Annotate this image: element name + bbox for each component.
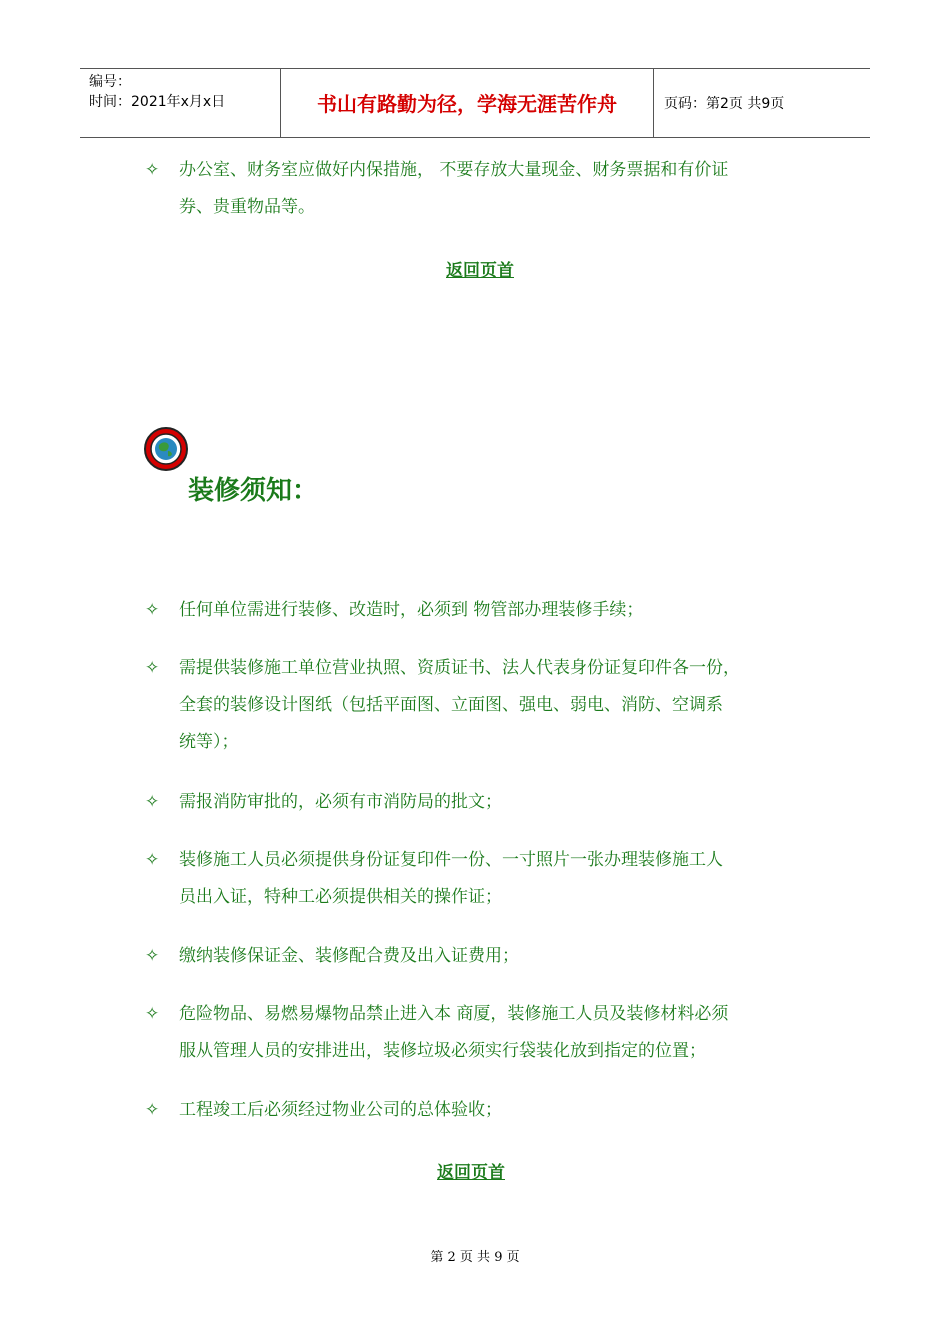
- time-label: 时间：2021年x月x日: [89, 94, 226, 110]
- list-item: [145, 842, 815, 916]
- bullet-icon: ✧: [145, 850, 160, 870]
- list-item-line: 需报消防审批的，必须有市消防局的批文；: [179, 792, 502, 812]
- bullet-icon: ✧: [145, 792, 160, 812]
- list-item: [145, 592, 815, 629]
- bullet-icon: ✧: [145, 1004, 160, 1024]
- header-page-info: 页码：第2页 共9页: [664, 96, 785, 112]
- document-header: [80, 68, 870, 138]
- header-meta-cell: [80, 69, 281, 137]
- intro-list-item: [145, 152, 815, 226]
- list-item-line: 缴纳装修保证金、装修配合费及出入证费用；: [179, 946, 519, 966]
- list-item: [145, 784, 815, 821]
- intro-line-1: 办公室、财务室应做好内保措施， 不要存放大量现金、财务票据和有价证: [179, 160, 729, 180]
- bullet-icon: ✧: [145, 160, 160, 180]
- list-item: [145, 938, 815, 975]
- list-item-line: 服从管理人员的安排进出，装修垃圾必须实行袋装化放到指定的位置；: [179, 1041, 706, 1061]
- list-item-line: 全套的装修设计图纸（包括平面图、立面图、强电、弱电、消防、空调系: [179, 695, 723, 715]
- list-item-line: 装修施工人员必须提供身份证复印件一份、一寸照片一张办理装修施工人: [179, 850, 723, 870]
- list-item: [145, 1092, 815, 1129]
- section-title: 装修须知：: [188, 476, 319, 506]
- back-to-top-link-2[interactable]: 返回页首: [437, 1163, 505, 1183]
- list-item-line: 工程竣工后必须经过物业公司的总体验收；: [179, 1100, 502, 1120]
- list-item-line: 统等）；: [179, 732, 239, 752]
- bullet-icon: ✧: [145, 658, 160, 678]
- page-footer: 第 2 页 共 9 页: [430, 1250, 520, 1265]
- back-to-top-link[interactable]: 返回页首: [446, 261, 514, 281]
- serial-label: 编号：: [89, 74, 131, 90]
- globe-icon: [143, 426, 189, 472]
- intro-line-2: 券、贵重物品等。: [179, 197, 315, 217]
- list-item: [145, 650, 815, 761]
- list-item-line: 需提供装修施工单位营业执照、资质证书、法人代表身份证复印件各一份，: [179, 658, 740, 678]
- list-item-line: 任何单位需进行装修、改造时，必须到 物管部办理装修手续；: [179, 600, 644, 620]
- bullet-icon: ✧: [145, 946, 160, 966]
- list-item-line: 员出入证，特种工必须提供相关的操作证；: [179, 887, 502, 907]
- list-item-line: 危险物品、易燃易爆物品禁止进入本 商厦，装修施工人员及装修材料必须: [179, 1004, 729, 1024]
- bullet-icon: ✧: [145, 1100, 160, 1120]
- bullet-icon: ✧: [145, 600, 160, 620]
- header-motto: 书山有路勤为径，学海无涯苦作舟: [281, 69, 654, 137]
- list-item: [145, 996, 815, 1070]
